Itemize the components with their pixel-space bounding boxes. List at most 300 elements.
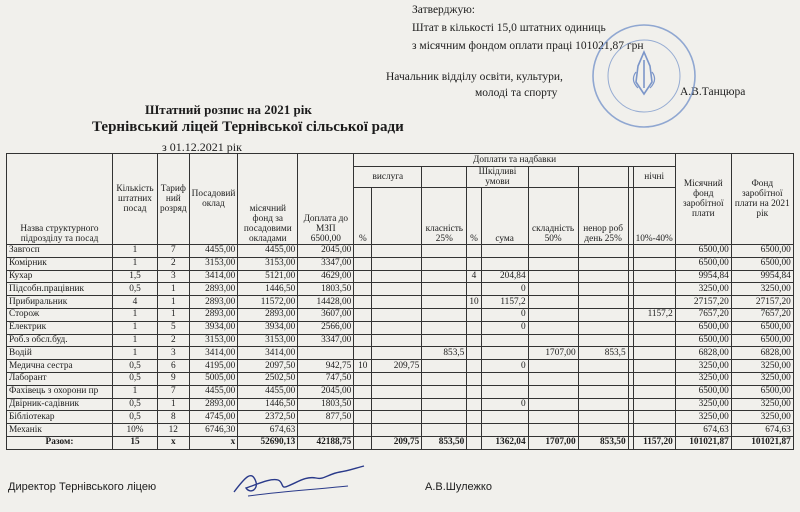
cell: 3414,00 [238,347,298,360]
cell: 1 [158,398,190,411]
header-pct2: % [467,188,481,245]
cell [633,424,675,437]
cell: 14428,00 [298,296,354,309]
cell: 1362,04 [481,436,528,449]
cell: 1,5 [113,270,158,283]
cell: 4195,00 [189,360,238,373]
cell: 6828,00 [675,347,731,360]
cell: 4455,00 [238,245,298,258]
cell: 3153,00 [189,257,238,270]
cell [528,270,578,283]
cell: 10 [354,360,372,373]
header-tariff: Тариф ний розряд [158,154,190,245]
cell: 0 [481,398,528,411]
cell: 1446,50 [238,398,298,411]
cell [467,424,481,437]
cell: 674,63 [731,424,793,437]
cell: 6500,00 [731,334,793,347]
cell [372,347,422,360]
cell: 2893,00 [189,283,238,296]
cell: 0,5 [113,372,158,385]
cell [528,385,578,398]
cell [633,296,675,309]
header-monthly-wage: Місячний фонд заробітної плати [675,154,731,245]
cell [481,424,528,437]
cell [578,308,628,321]
cell: 2097,50 [238,360,298,373]
cell: 2893,00 [189,296,238,309]
cell [633,257,675,270]
cell [372,321,422,334]
table-row [7,308,794,321]
cell: 1803,50 [298,398,354,411]
cell: Механік [7,424,113,437]
cell: 3250,00 [675,372,731,385]
cell: Лаборант [7,372,113,385]
cell: 1157,2 [481,296,528,309]
cell: 2566,00 [298,321,354,334]
cell [633,283,675,296]
cell [372,257,422,270]
cell: 0 [481,360,528,373]
cell: 6 [158,360,190,373]
cell: 3250,00 [731,360,793,373]
cell [467,334,481,347]
cell: 6500,00 [675,334,731,347]
cell [633,270,675,283]
cell: х [158,436,190,449]
cell: 7 [158,385,190,398]
cell [422,385,467,398]
cell [372,296,422,309]
cell [467,347,481,360]
cell [481,411,528,424]
cell: Роб.з обсл.буд. [7,334,113,347]
cell [467,372,481,385]
cell: 7657,20 [675,308,731,321]
cell: 9954,84 [731,270,793,283]
cell: 27157,20 [675,296,731,309]
cell: 9954,84 [675,270,731,283]
cell [354,257,372,270]
effective-date: з 01.12.2021 рік [162,140,242,154]
cell: 674,63 [238,424,298,437]
approval-head-name: А.В.Танцюра [680,86,746,98]
cell: 15 [113,436,158,449]
cell: 1 [113,257,158,270]
table-row [7,321,794,334]
cell [467,360,481,373]
staff-table [6,153,794,450]
cell: Комірник [7,257,113,270]
cell: Завгосп [7,245,113,258]
header-pct: % [354,188,372,245]
cell: 2045,00 [298,385,354,398]
cell: Фахівець з охорони пр [7,385,113,398]
cell: 0 [481,283,528,296]
cell [578,283,628,296]
cell [578,296,628,309]
cell [354,347,372,360]
cell: 4455,00 [189,245,238,258]
cell: 3934,00 [189,321,238,334]
cell: 853,5 [578,347,628,360]
cell: 877,50 [298,411,354,424]
cell: 3153,00 [238,334,298,347]
table-row [7,283,794,296]
cell: 1 [113,385,158,398]
cell: 6500,00 [675,321,731,334]
cell: 674,63 [675,424,731,437]
cell: 1157,2 [633,308,675,321]
header-allowances: Доплати та надбавки [354,154,675,167]
cell [528,321,578,334]
total-row [7,436,794,449]
cell: 5005,00 [189,372,238,385]
cell [467,283,481,296]
cell [633,372,675,385]
cell: 3414,00 [189,270,238,283]
header-night: нічні [633,167,675,188]
table-row [7,245,794,258]
cell: 2372,50 [238,411,298,424]
cell [372,398,422,411]
cell: 0,5 [113,283,158,296]
cell [354,283,372,296]
cell [422,334,467,347]
cell [422,270,467,283]
director-signature [228,462,368,502]
cell [354,321,372,334]
cell: 853,50 [578,436,628,449]
cell: 1 [158,283,190,296]
cell [481,257,528,270]
cell [578,372,628,385]
cell: 3414,00 [189,347,238,360]
cell [372,270,422,283]
cell: 9 [158,372,190,385]
cell: 2502,50 [238,372,298,385]
cell [578,385,628,398]
cell [372,308,422,321]
cell [422,424,467,437]
cell [633,411,675,424]
cell [467,245,481,258]
page-title: Штатний розпис на 2021 рік [145,102,312,117]
cell: 3250,00 [675,283,731,296]
header-seniority: вислуга [354,167,422,188]
cell [422,321,467,334]
cell: 209,75 [372,360,422,373]
header-name: Назва структурного підрозділу та посад [7,154,113,245]
cell: 6746,30 [189,424,238,437]
cell [467,308,481,321]
cell [578,270,628,283]
cell [481,334,528,347]
cell [372,283,422,296]
cell [354,296,372,309]
cell: Прибиральник [7,296,113,309]
cell [354,424,372,437]
cell [633,385,675,398]
cell: 101021,87 [731,436,793,449]
header-salary: Посадовий оклад [189,154,238,245]
cell: 3934,00 [238,321,298,334]
cell: 4455,00 [189,385,238,398]
cell: 1707,00 [528,436,578,449]
cell [578,424,628,437]
cell [467,411,481,424]
cell: 853,5 [422,347,467,360]
cell: 12 [158,424,190,437]
cell: 3 [158,347,190,360]
cell: 8 [158,411,190,424]
table-row [7,257,794,270]
cell: 52690,13 [238,436,298,449]
cell [372,372,422,385]
cell [467,385,481,398]
cell: 3153,00 [189,334,238,347]
cell [354,270,372,283]
cell [528,245,578,258]
table-row [7,334,794,347]
cell: 10% [113,424,158,437]
cell: 2893,00 [238,308,298,321]
cell: 2893,00 [189,398,238,411]
cell: 3250,00 [731,411,793,424]
cell [422,398,467,411]
cell: 1 [113,321,158,334]
cell: 2 [158,334,190,347]
cell: 1 [158,308,190,321]
cell: 3347,00 [298,334,354,347]
cell [633,245,675,258]
header-blank-5 [372,188,422,245]
cell [354,245,372,258]
cell: 747,50 [298,372,354,385]
cell [528,334,578,347]
cell [422,283,467,296]
cell: 10 [467,296,481,309]
header-annual-fund: Фонд заробітної плати на 2021 рік [731,154,793,245]
cell: Бібліотекар [7,411,113,424]
official-seal-stamp [590,22,698,130]
cell: 6500,00 [731,385,793,398]
cell [633,334,675,347]
cell: 27157,20 [731,296,793,309]
cell: 3250,00 [731,398,793,411]
cell: 853,50 [422,436,467,449]
cell: Медична сестра [7,360,113,373]
director-title: Директор Тернівського ліцею [8,481,157,493]
cell: 6828,00 [731,347,793,360]
cell: 3 [158,270,190,283]
cell: 1 [113,245,158,258]
cell: 1 [113,347,158,360]
table-row [7,270,794,283]
table-row [7,398,794,411]
cell [578,257,628,270]
cell [633,347,675,360]
cell: 3250,00 [675,398,731,411]
cell [372,424,422,437]
cell [528,296,578,309]
cell: 3153,00 [238,257,298,270]
cell: 5121,00 [238,270,298,283]
header-complexity: складність 50% [528,188,578,245]
cell: 209,75 [372,436,422,449]
cell: 3607,00 [298,308,354,321]
cell: Водій [7,347,113,360]
header-blank-1 [422,167,467,188]
cell [422,308,467,321]
cell: 1 [113,334,158,347]
header-night-pct: 10%-40% [633,188,675,245]
cell: 1 [158,296,190,309]
cell [578,245,628,258]
header-irregular: ненор роб день 25% [578,188,628,245]
header-monthly-fund: місячний фонд за посадовими окладами [238,154,298,245]
cell: 6500,00 [731,245,793,258]
cell: 42188,75 [298,436,354,449]
cell [372,385,422,398]
cell [528,411,578,424]
approval-title: Затверджую: [412,4,475,16]
cell: Сторож [7,308,113,321]
table-row [7,411,794,424]
cell [354,308,372,321]
cell: 0,5 [113,411,158,424]
cell: 6500,00 [675,385,731,398]
cell: Кухар [7,270,113,283]
cell: х [189,436,238,449]
cell [422,296,467,309]
cell [481,245,528,258]
cell: 0 [481,308,528,321]
cell: 4 [467,270,481,283]
cell: 6500,00 [731,321,793,334]
cell: 1 [113,308,158,321]
cell [528,360,578,373]
table-row [7,347,794,360]
cell [372,334,422,347]
header-class: класність 25% [422,188,467,245]
cell [354,436,372,449]
table-row [7,360,794,373]
cell: 7 [158,245,190,258]
cell: 0 [481,321,528,334]
cell: 0,5 [113,360,158,373]
cell [481,347,528,360]
cell: Разом: [7,436,113,449]
cell [422,411,467,424]
cell [422,360,467,373]
header-count: Кількість штатних посад [113,154,158,245]
cell [528,308,578,321]
cell: 3347,00 [298,257,354,270]
cell [578,321,628,334]
header-harmful: Шкідливі умови [467,167,528,188]
institution-title: Тернівський ліцей Тернівської сільської ради [92,119,404,135]
cell [422,245,467,258]
cell: 11572,00 [238,296,298,309]
cell [578,334,628,347]
cell: 4745,00 [189,411,238,424]
cell: 5 [158,321,190,334]
cell: 3250,00 [675,360,731,373]
cell [467,398,481,411]
approval-staff-line: Штат в кількості 15,0 штатних одиниць [412,22,606,34]
cell: 2893,00 [189,308,238,321]
cell [578,398,628,411]
cell [481,372,528,385]
cell: Двірник-садівник [7,398,113,411]
cell: 3250,00 [731,283,793,296]
cell [633,398,675,411]
cell [528,372,578,385]
table-row [7,424,794,437]
cell [467,257,481,270]
cell: 4455,00 [238,385,298,398]
cell: 3250,00 [675,411,731,424]
cell [372,245,422,258]
cell [481,385,528,398]
cell: 3250,00 [731,372,793,385]
table-row [7,372,794,385]
header-mzp: Доплата до МЗП 6500,00 [298,154,354,245]
header-blank-2 [528,167,578,188]
cell [578,360,628,373]
cell [528,257,578,270]
cell: 6500,00 [731,257,793,270]
cell [633,321,675,334]
cell [633,360,675,373]
header-blank-3 [578,167,628,188]
cell: Підсобн.працівник [7,283,113,296]
cell: 4 [113,296,158,309]
cell: 0,5 [113,398,158,411]
cell [528,424,578,437]
director-name: А.В.Шулежко [425,481,492,493]
table-row [7,385,794,398]
cell: 942,75 [298,360,354,373]
cell [467,321,481,334]
approval-head-line2: молоді та спорту [475,87,558,99]
cell [354,398,372,411]
cell [354,372,372,385]
cell [298,424,354,437]
cell [354,411,372,424]
table-row [7,296,794,309]
approval-fund-line: з місячним фондом оплати праці 101021,87 грн [412,40,644,52]
cell [578,411,628,424]
cell: 1707,00 [528,347,578,360]
cell: 204,84 [481,270,528,283]
cell: 7657,20 [731,308,793,321]
cell: 2045,00 [298,245,354,258]
cell: 6500,00 [675,245,731,258]
cell [298,347,354,360]
cell [422,257,467,270]
cell [528,398,578,411]
approval-head-line1: Начальник відділу освіти, культури, [386,71,563,83]
cell: 4629,00 [298,270,354,283]
cell: 1157,20 [633,436,675,449]
cell [467,436,481,449]
cell: 1446,50 [238,283,298,296]
cell: 2 [158,257,190,270]
cell [422,372,467,385]
